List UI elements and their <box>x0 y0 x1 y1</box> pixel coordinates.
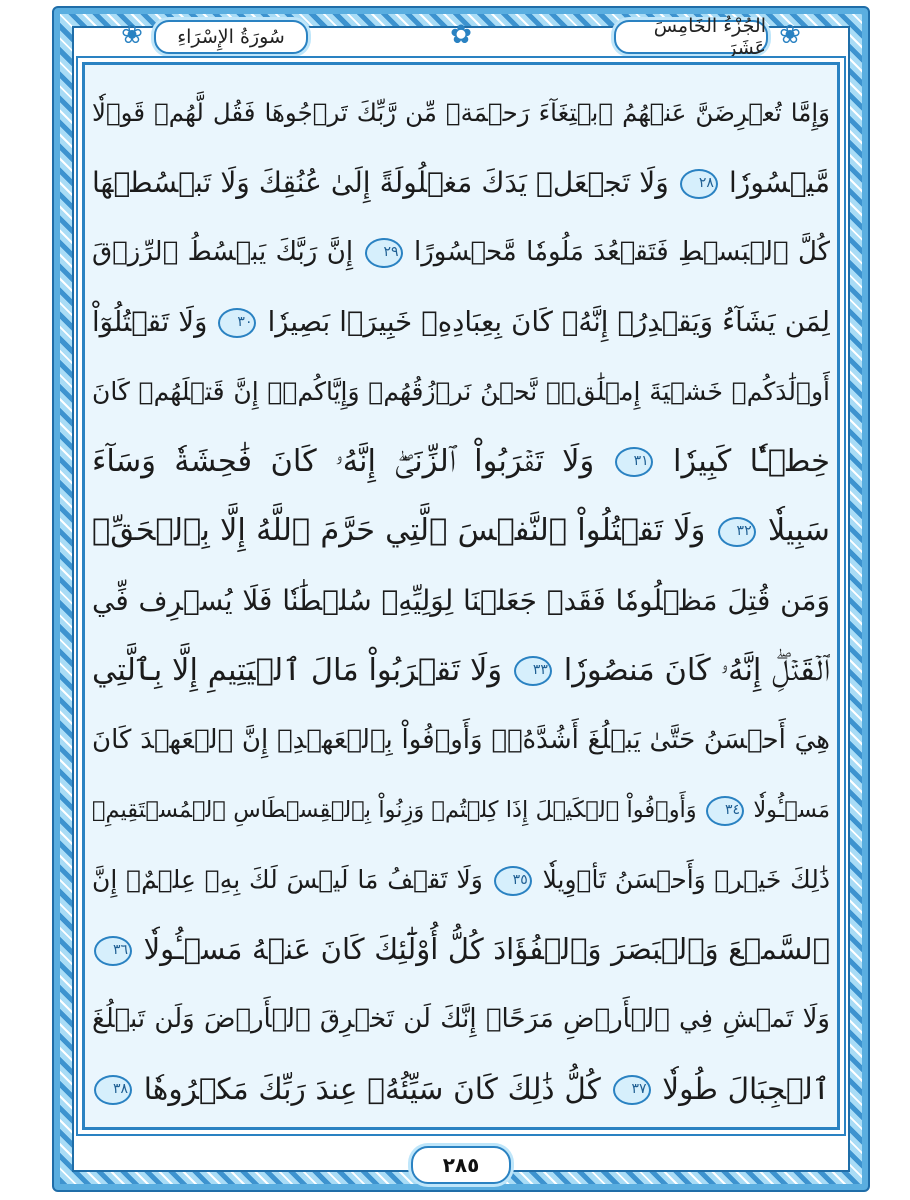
ayah-number-marker: ٣٥ <box>494 866 532 896</box>
juz-label: الجُزْءُ الخَامِسَ عَشَرَ <box>614 20 768 54</box>
verse-text: هِيَ أَحۡسَنُ حَتَّىٰ يَبۡلُغَ أَشُدَّهُۥۚ وَأَوۡفُواْ بِٱلۡعَهۡدِۖ إِنَّ ٱلۡعَهۡدَ كَانَ <box>92 725 830 756</box>
verse-line <box>92 1056 830 1122</box>
verse-text: وَلَا تَقۡفُ مَا لَيۡسَ لَكَ بِهِۦ عِلۡمٌۚ إِنَّ <box>92 864 483 894</box>
verse-text: وَلَا تَجۡعَلۡ يَدَكَ مَغۡلُولَةً إِلَىٰ عُنُقِكَ وَلَا تَبۡسُطۡهَا <box>92 165 669 199</box>
flower-ornament-icon: ❀ <box>779 20 801 50</box>
verse-line <box>92 568 830 634</box>
ayah-number-marker: ٣١ <box>615 447 653 477</box>
page-number: ٢٨٥ <box>411 1146 511 1184</box>
verse-text: مَسۡـُٔولٗا <box>753 797 830 824</box>
ayah-number-marker: ٢٩ <box>365 238 403 268</box>
verse-text: وَإِمَّا تُعۡرِضَنَّ عَنۡهُمُ ٱبۡتِغَآءَ رَحۡمَةٖ مِّن رَّبِّكَ تَرۡجُوهَا فَقُل لَّهُمۡ قَوۡلٗا <box>92 98 830 127</box>
verse-text: إِنَّ رَبَّكَ يَبۡسُطُ ٱلرِّزۡقَ <box>92 237 354 268</box>
verse-text: سَبِيلٗا <box>767 513 830 549</box>
verse-line <box>92 359 830 425</box>
ayah-number-marker: ٣٢ <box>718 517 756 547</box>
mushaf-page <box>52 6 870 1192</box>
verse-line <box>92 986 830 1052</box>
verse-line <box>92 638 830 704</box>
flower-ornament-icon: ✿ <box>450 20 472 50</box>
verse-text: خِطۡـٔٗا كَبِيرٗا <box>672 443 830 479</box>
verse-line <box>92 80 830 146</box>
verse-text: وَأَوۡفُواْ ٱلۡكَيۡلَ إِذَا كِلۡتُمۡ وَزِنُواْ بِٱلۡقِسۡطَاسِ ٱلۡمُسۡتَقِيمِۚ <box>92 797 697 824</box>
verse-text: أَوۡلَٰدَكُمۡ خَشۡيَةَ إِمۡلَٰقٖۖ نَّحۡنُ نَرۡزُقُهُمۡ وَإِيَّاكُمۡۚ إِنَّ قَتۡلَهُمۡ كَانَ <box>92 376 830 406</box>
ayah-number-marker: ٣٠ <box>218 308 256 338</box>
ayah-number-marker: ٣٤ <box>706 796 744 826</box>
verse-text: ٱلسَّمۡعَ وَٱلۡبَصَرَ وَٱلۡفُؤَادَ كُلُّ أُوْلَٰٓئِكَ كَانَ عَنۡهُ مَسۡـُٔولٗا <box>143 932 830 967</box>
verse-line <box>92 219 830 285</box>
ayah-number-marker: ٣٧ <box>613 1075 651 1105</box>
verse-text: ٱلۡقَتۡلِۖ إِنَّهُۥ كَانَ مَنصُورٗا <box>563 652 830 688</box>
ayah-number-marker: ٣٣ <box>514 656 552 686</box>
verse-text: كُلَّ ٱلۡبَسۡطِ فَتَقۡعُدَ مَلُومٗا مَّحۡسُورًا <box>414 237 830 268</box>
ayah-number-marker: ٢٨ <box>680 169 718 199</box>
verse-text: وَلَا تَقۡرَبُواْ مَالَ ٱلۡيَتِيمِ إِلَّا بِٱلَّتِي <box>92 652 503 688</box>
verse-text: كُلُّ ذَٰلِكَ كَانَ سَيِّئُهُۥ عِندَ رَبِّكَ مَكۡرُوهٗا <box>143 1071 601 1106</box>
flower-ornament-icon: ❀ <box>121 20 143 50</box>
verse-line <box>92 707 830 773</box>
surah-name-label: سُورَةُ الإِسْرَاءِ <box>154 20 308 54</box>
verse-line <box>92 777 830 843</box>
verse-text: ٱلۡجِبَالَ طُولٗا <box>662 1071 830 1106</box>
verse-line <box>92 289 830 355</box>
verse-line <box>92 847 830 913</box>
verse-text: وَلَا تَمۡشِ فِي ٱلۡأَرۡضِ مَرَحًاۖ إِنَّكَ لَن تَخۡرِقَ ٱلۡأَرۡضَ وَلَن تَبۡلُغَ <box>92 1004 830 1035</box>
verse-text: وَلَا تَقۡتُلُواْ ٱلنَّفۡسَ ٱلَّتِي حَرَّمَ ٱللَّهُ إِلَّا بِٱلۡحَقِّۗ <box>92 513 706 549</box>
verse-text: وَلَا تَقۡتُلُوٓاْ <box>92 306 208 339</box>
verse-line <box>92 498 830 564</box>
ayah-number-marker: ٣٦ <box>94 936 132 966</box>
verse-text: ذَٰلِكَ خَيۡرٞ وَأَحۡسَنُ تَأۡوِيلٗا <box>542 864 830 894</box>
verse-text: وَلَا تَقۡرَبُواْ ٱلزِّنَىٰٓۖ إِنَّهُۥ كَانَ فَٰحِشَةٗ وَسَآءَ <box>92 443 595 479</box>
verse-text: لِمَن يَشَآءُ وَيَقۡدِرُۚ إِنَّهُۥ كَانَ بِعِبَادِهِۦ خَبِيرَۢا بَصِيرٗا <box>267 306 830 339</box>
verse-lines <box>92 80 830 1122</box>
verse-text: مَّيۡسُورٗا <box>729 165 830 199</box>
ayah-number-marker: ٣٨ <box>94 1075 132 1105</box>
verse-text: وَمَن قُتِلَ مَظۡلُومٗا فَقَدۡ جَعَلۡنَا لِوَلِيِّهِۦ سُلۡطَٰنٗا فَلَا يُسۡرِف فِّي <box>92 583 830 617</box>
verse-line <box>92 429 830 495</box>
verse-line <box>92 916 830 982</box>
verse-line <box>92 150 830 216</box>
